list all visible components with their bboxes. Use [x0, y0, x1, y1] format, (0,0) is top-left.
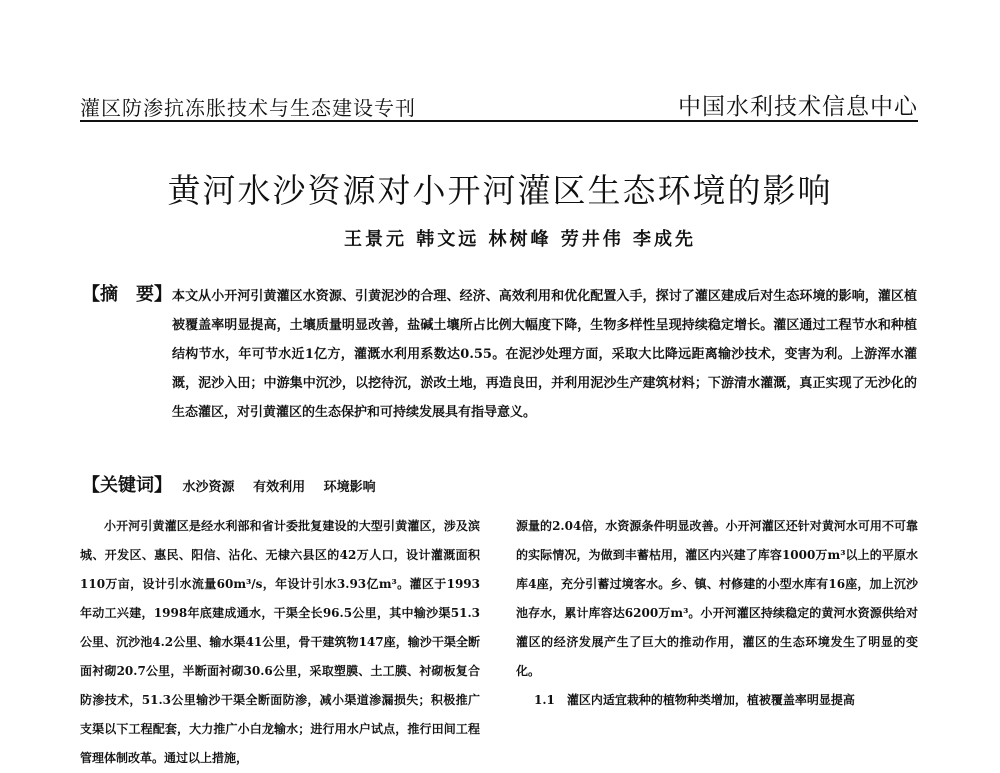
author-list: 王景元 韩文远 林树峰 劳井伟 李成先	[343, 229, 697, 250]
abstract-label: 【摘 要】	[82, 284, 172, 305]
keyword: 有效利用	[253, 480, 306, 495]
body-right-column	[516, 512, 918, 715]
abstract-text: 本文从小开河引黄灌区水资源、引黄泥沙的合理、经济、高效利用和优化配置入手，探讨了灌区建成后对生态环境的影响，灌区植被覆盖率明显提高，土壤质量明显改善，盐碱土壤所占比例大幅度下降，生物多样性呈现持续稳定增长。灌区通过工程节水和种植结构节水，年可节水近1亿方，灌溉水利用系数达0.55。在泥沙处理方面，采取大比降远距离输沙技术，变害为利。上游浑水灌溉，泥沙入田；中游集中沉沙，以挖待沉，淤改土地，再造良田，并利用泥沙生产建筑材料；下游清水灌溉，真正实现了无沙化的生态灌区，对引黄灌区的生态保护和可持续发展具有指导意义。	[172, 289, 917, 420]
running-header	[80, 92, 918, 124]
keyword: 环境影响	[323, 480, 376, 495]
keywords	[82, 471, 390, 497]
keywords-label: 【关键词】	[82, 475, 172, 496]
journal-name: 灌区防渗抗冻胀技术与生态建设专刊	[80, 96, 416, 120]
header-rule	[80, 120, 918, 122]
article-title: 黄河水沙资源对小开河灌区生态环境的影响	[167, 171, 833, 210]
section-heading: 1.1 灌区内适宜栽种的植物种类增加，植被覆盖率明显提高	[534, 693, 855, 707]
body-left-column: 小开河引黄灌区是经水利部和省计委批复建设的大型引黄灌区，涉及滨城、开发区、惠民、阳信、沾化、无棣六县区的42万人口，设计灌溉面积110万亩，设计引水流量60m³/s，年设计引水3.93亿m³。灌区于1993年动工兴建，1998年底建成通水，干渠全长96.5公里，其中输沙渠51.3公里、沉沙池4.2公里、输水渠41公里，骨干建筑物147座，输沙干渠全断面衬砌20.7公里，半断面衬砌30.6公里，采取塑膜、土工膜、衬砌板复合防渗技术，51.3公里输沙干渠全断面防渗，减小渠道渗漏损失；积极推广支渠以下工程配套，大力推广小白龙输水；进行用水户试点，推行田间工程管理体制改革。通过以上措施，	[80, 519, 480, 765]
keyword: 水沙资源	[182, 480, 235, 495]
publisher-name: 中国水利技术信息中心	[678, 94, 918, 120]
body-right-paragraph: 源量的2.04倍，水资源条件明显改善。小开河灌区还针对黄河水可用不可靠的实际情况，为做到丰蓄枯用，灌区内兴建了库容1000万m³以上的平原水库4座，充分引蓄过境客水。乡、镇、村修建的小型水库有16座，加上沉沙池存水，累计库容达6200万m³。小开河灌区持续稳定的黄河水资源供给对灌区的经济发展产生了巨大的推动作用，灌区的生态环境发生了明显的变化。	[516, 519, 918, 678]
